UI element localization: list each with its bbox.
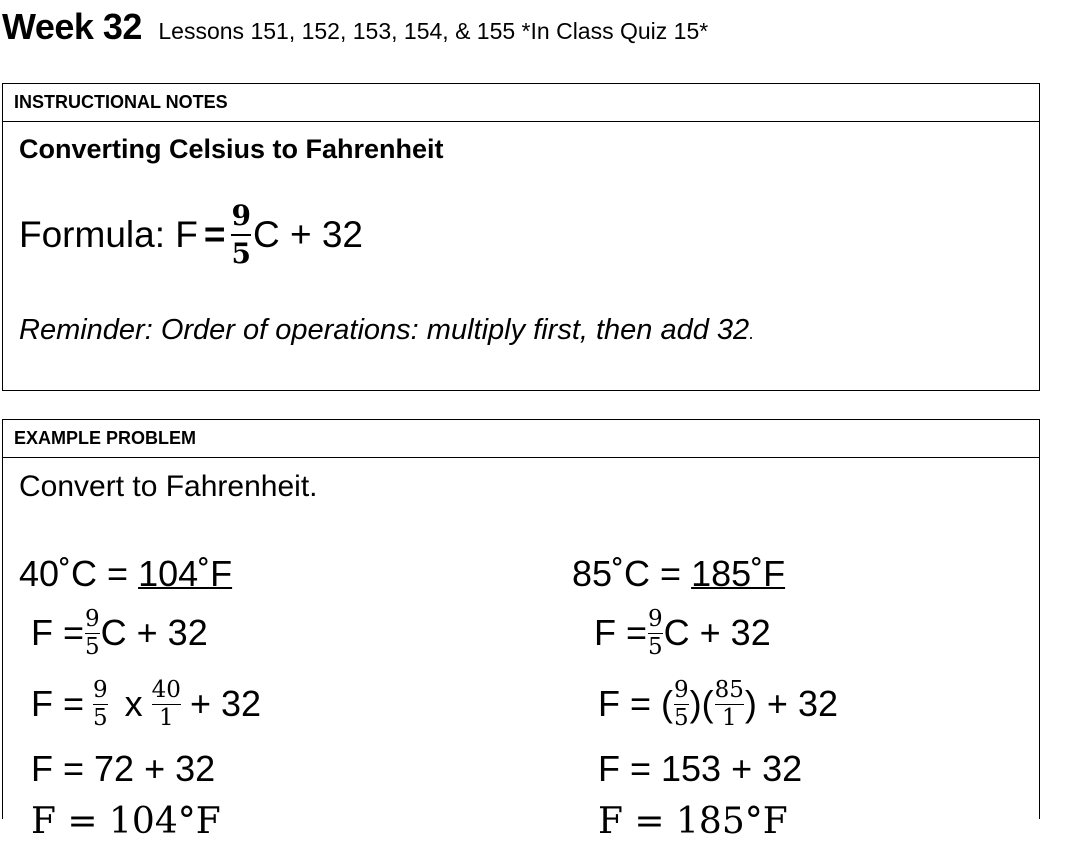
left-step-1-numerator: 9	[85, 605, 100, 632]
example-problem-box	[2, 419, 1040, 842]
right-step-2-numerator-2: 85	[714, 676, 744, 703]
left-step-1-prefix: F =	[31, 612, 85, 653]
right-step-2-mid: )(	[689, 683, 714, 724]
right-step-2-suffix: ) + 32	[744, 683, 838, 724]
right-step-4: F = 185°F	[598, 800, 788, 842]
formula-equals: =	[203, 214, 226, 255]
left-problem-prefix: 40˚C =	[19, 553, 139, 594]
left-step-3: F = 72 + 32	[31, 748, 216, 789]
example-instruction: Convert to Fahrenheit.	[19, 470, 318, 503]
right-step-2-fraction-2	[714, 676, 744, 731]
right-step-1-denominator: 5	[648, 633, 663, 660]
formula-suffix: C + 32	[252, 214, 363, 255]
right-step-2	[598, 669, 838, 739]
left-step-1-fraction	[85, 605, 100, 660]
right-step-1-fraction	[648, 605, 663, 660]
right-problem-answer: 185˚F	[691, 553, 786, 594]
left-problem	[19, 553, 261, 597]
left-step-2-times: x	[124, 683, 143, 724]
left-step-2-suffix: + 32	[189, 683, 262, 724]
example-problem-label: EXAMPLE PROBLEM	[3, 420, 1039, 458]
left-problem-answer: 104˚F	[138, 553, 233, 594]
example-right-column	[572, 553, 838, 843]
right-step-2-prefix: F = (	[598, 683, 674, 724]
left-step-2	[31, 669, 261, 739]
formula-numerator: 9	[231, 199, 251, 232]
reminder-period: .	[749, 323, 755, 343]
right-step-1	[594, 597, 838, 669]
right-step-1-suffix: C + 32	[663, 612, 771, 653]
right-problem	[572, 553, 838, 597]
right-step-1-prefix: F =	[594, 612, 648, 653]
page-title	[2, 6, 708, 48]
left-step-1-denominator: 5	[85, 633, 100, 660]
instructional-notes-label: INSTRUCTIONAL NOTES	[3, 84, 1039, 122]
left-step-1	[31, 597, 261, 669]
left-step-2-numerator-2: 40	[151, 676, 181, 703]
left-step-4: F = 104°F	[31, 800, 221, 842]
formula-denominator: 5	[231, 237, 251, 270]
left-step-2-prefix: F =	[31, 683, 85, 724]
right-step-2-denominator-1: 5	[674, 704, 689, 731]
reminder-text	[19, 314, 754, 347]
left-step-2-denominator-2: 1	[158, 704, 174, 731]
formula-fraction	[231, 199, 251, 270]
right-problem-prefix: 85˚C =	[572, 553, 692, 594]
left-step-1-suffix: C + 32	[100, 612, 208, 653]
formula	[19, 199, 363, 270]
instructional-notes-box	[2, 83, 1040, 391]
right-step-3: F = 153 + 32	[598, 748, 803, 789]
left-step-2-denominator-1: 5	[93, 704, 108, 731]
lessons-subtitle: Lessons 151, 152, 153, 154, & 155 *In Class Quiz 15*	[158, 18, 709, 44]
left-step-2-fraction-1	[93, 676, 108, 731]
reminder-body: Reminder: Order of operations: multiply first, then add 32	[19, 314, 750, 346]
example-left-column	[19, 553, 261, 843]
right-step-2-fraction-1	[674, 676, 689, 731]
week-title: Week 32	[2, 6, 142, 47]
right-step-2-denominator-2: 1	[721, 704, 737, 731]
notes-heading: Converting Celsius to Fahrenheit	[19, 134, 444, 164]
left-step-2-numerator-1: 9	[93, 676, 108, 703]
formula-prefix: Formula: F	[19, 214, 198, 255]
right-step-1-numerator: 9	[648, 605, 663, 632]
right-step-2-numerator-1: 9	[674, 676, 689, 703]
left-step-2-fraction-2	[151, 676, 181, 731]
